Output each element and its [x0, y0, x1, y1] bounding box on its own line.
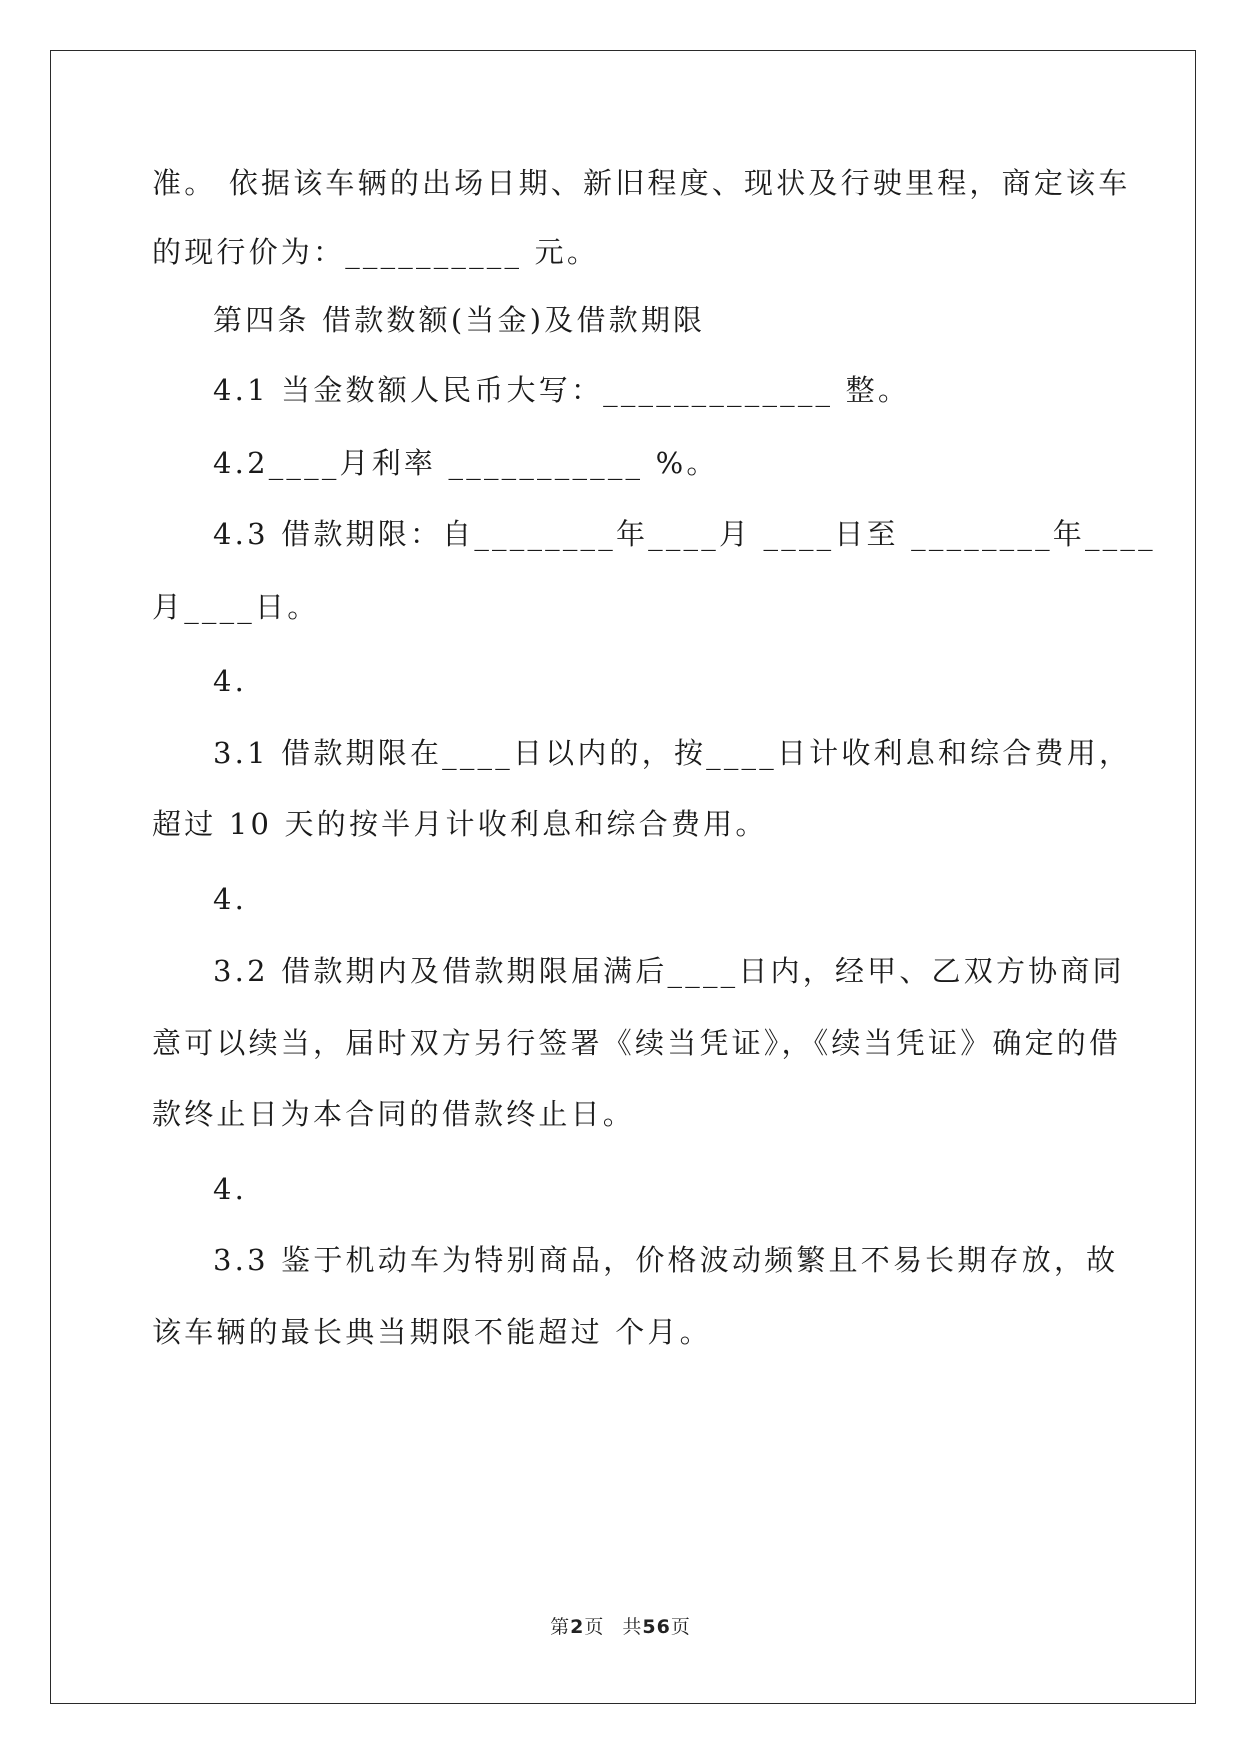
paragraph-line: 该车辆的最长典当期限不能超过 个月。	[152, 1315, 712, 1349]
footer-total-prefix: 共	[622, 1616, 643, 1638]
paragraph-line: 3.3 鉴于机动车为特别商品，价格波动频繁且不易长期存放，故	[213, 1243, 1119, 1277]
current-page-number: 2	[570, 1616, 585, 1638]
section-heading: 第四条 借款数额(当金)及借款期限	[213, 303, 706, 337]
paragraph-line: 4.3 借款期限：自________年____月 ____日至 ________年____	[213, 517, 1156, 551]
page-footer	[0, 1612, 1241, 1639]
paragraph-line: 4.	[213, 1172, 248, 1206]
total-page-count: 56	[642, 1616, 671, 1638]
paragraph-line: 超过 10 天的按半月计收利息和综合费用。	[152, 807, 768, 841]
footer-prefix: 第	[550, 1616, 571, 1638]
paragraph-line: 的现行价为：__________ 元。	[152, 235, 600, 269]
paragraph-line: 款终止日为本合同的借款终止日。	[152, 1097, 636, 1131]
paragraph-line: 4.	[213, 882, 248, 916]
footer-total-suffix: 页	[670, 1616, 691, 1638]
footer-page-suffix: 页	[584, 1616, 605, 1638]
paragraph-line: 月____日。	[152, 590, 320, 624]
paragraph-line: 4.1 当金数额人民币大写：_____________ 整。	[213, 373, 911, 407]
paragraph-line: 4.	[213, 664, 248, 698]
paragraph-line: 3.2 借款期内及借款期限届满后____日内，经甲、乙双方协商同	[213, 954, 1125, 988]
paragraph-line: 意可以续当，届时双方另行签署《续当凭证》，《续当凭证》确定的借	[152, 1026, 1122, 1060]
paragraph-line: 3.1 借款期限在____日以内的，按____日计收利息和综合费用，	[213, 736, 1132, 770]
paragraph-line: 准。 依据该车辆的出场日期、新旧程度、现状及行驶里程，商定该车	[152, 166, 1131, 200]
paragraph-line: 4.2____月利率 ___________ %。	[213, 446, 719, 480]
